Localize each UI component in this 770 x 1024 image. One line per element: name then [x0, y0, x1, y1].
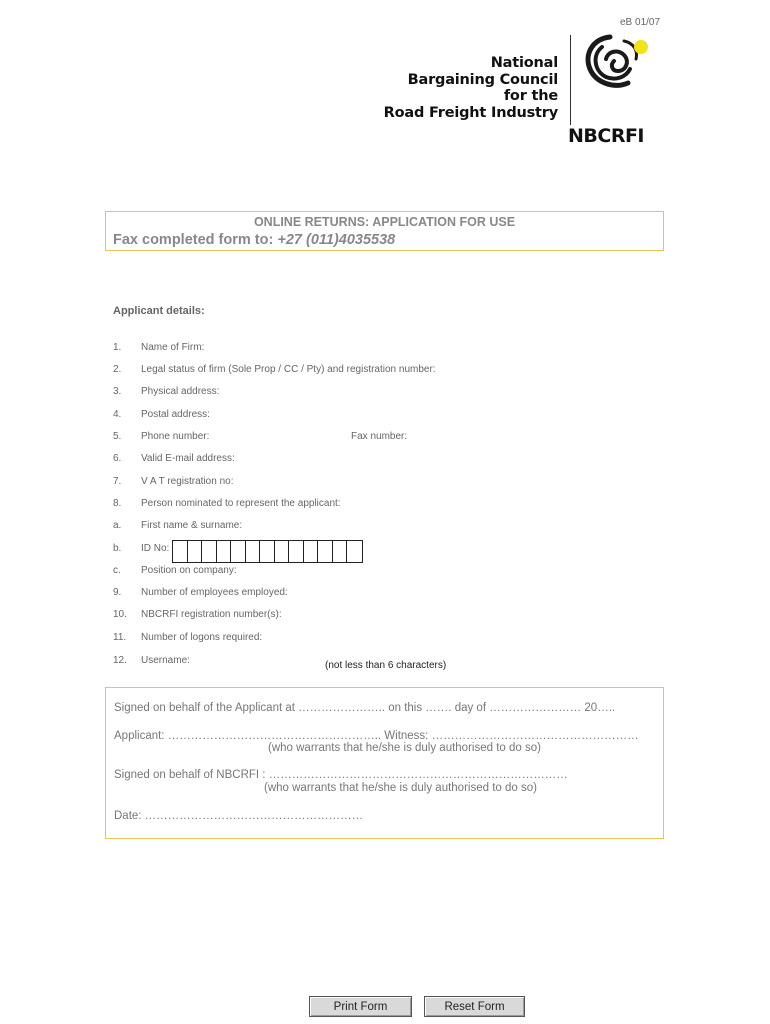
logo-divider [570, 35, 571, 125]
item-number: 4. [113, 409, 122, 420]
id-digit-cell[interactable] [333, 541, 348, 562]
item-label: Position on company: [141, 565, 237, 576]
fax-instruction [113, 232, 395, 248]
id-digit-cell[interactable] [275, 541, 290, 562]
org-name-line: Road Freight Industry [383, 104, 558, 121]
reset-form-button[interactable]: Reset Form [424, 996, 525, 1017]
item-number: 10. [113, 609, 127, 620]
item-number: 6. [113, 453, 122, 464]
signature-box [105, 687, 664, 839]
id-digit-cell[interactable] [260, 541, 275, 562]
organisation-abbreviation: NBCRFI [568, 125, 645, 147]
item-number: a. [113, 520, 122, 531]
item-number: 11. [113, 632, 127, 643]
signed-applicant-line: Signed on behalf of the Applicant at ………………….. on this ……. day of …………………… 20….. [114, 702, 616, 714]
signed-nbcrfi-line: Signed on behalf of NBCRFI : …………………………………………………………………… [114, 769, 568, 781]
id-digit-cell[interactable] [231, 541, 246, 562]
nbcrfi-swirl-logo-icon [580, 33, 652, 95]
id-digit-cell[interactable] [304, 541, 319, 562]
item-number: 7. [113, 476, 122, 487]
item-number: 5. [113, 431, 122, 442]
item-label: Valid E-mail address: [141, 453, 235, 464]
fax-number: +27 (011)4035538 [277, 232, 396, 248]
print-form-button[interactable]: Print Form [309, 996, 412, 1017]
item-label: First name & surname: [141, 520, 243, 531]
date-line: Date: ………………………………………………… [114, 810, 364, 822]
title-box [105, 211, 664, 251]
org-name-line: Bargaining Council [407, 71, 558, 88]
username-note: (not less than 6 characters) [325, 660, 447, 671]
item-label: Person nominated to represent the applicant: [141, 498, 341, 509]
fax-prefix: Fax completed form to: [113, 232, 278, 248]
id-number-boxes[interactable] [172, 540, 363, 563]
form-title: ONLINE RETURNS: APPLICATION FOR USE [253, 215, 516, 229]
item-number: 8. [113, 498, 122, 509]
logo-accent-dot [634, 40, 648, 54]
org-name-line: for the [503, 88, 558, 104]
id-digit-cell[interactable] [246, 541, 261, 562]
id-digit-cell[interactable] [289, 541, 304, 562]
authorisation-note: (who warrants that he/she is duly authorised to do so) [264, 782, 537, 794]
item-label: Number of logons required: [141, 632, 263, 643]
item-label: Number of employees employed: [141, 587, 288, 598]
id-digit-cell[interactable] [347, 541, 362, 562]
item-label: Postal address: [141, 409, 210, 420]
id-digit-cell[interactable] [173, 541, 188, 562]
applicant-details-heading: Applicant details: [113, 305, 205, 317]
id-digit-cell[interactable] [188, 541, 203, 562]
org-name-line: National [490, 55, 558, 71]
item-number: 1. [113, 342, 122, 353]
item-label: Physical address: [141, 386, 220, 397]
item-number: 3. [113, 386, 122, 397]
authorisation-note: (who warrants that he/she is duly authorised to do so) [268, 742, 541, 754]
item-label: Legal status of firm (Sole Prop / CC / Pty) and registration number: [141, 364, 436, 375]
applicant-witness-line: Applicant: ……………………………………………….. Witness: ……………………………………………… [114, 730, 639, 742]
item-label: V A T registration no: [141, 476, 234, 487]
id-digit-cell[interactable] [318, 541, 333, 562]
item-label: Name of Firm: [141, 342, 205, 353]
item-number: 2. [113, 364, 122, 375]
item-number: b. [113, 543, 122, 554]
fax-number-label: Fax number: [351, 431, 408, 442]
item-label: ID No: [141, 543, 170, 554]
item-label: NBCRFI registration number(s): [141, 609, 282, 620]
id-digit-cell[interactable] [202, 541, 217, 562]
item-label: Phone number: [141, 431, 210, 442]
organisation-name [384, 55, 558, 121]
item-label: Username: [141, 655, 190, 666]
id-digit-cell[interactable] [217, 541, 232, 562]
item-number: 12. [113, 655, 127, 666]
item-number: 9. [113, 587, 122, 598]
item-number: c. [113, 565, 121, 576]
form-code: eB 01/07 [620, 17, 661, 28]
